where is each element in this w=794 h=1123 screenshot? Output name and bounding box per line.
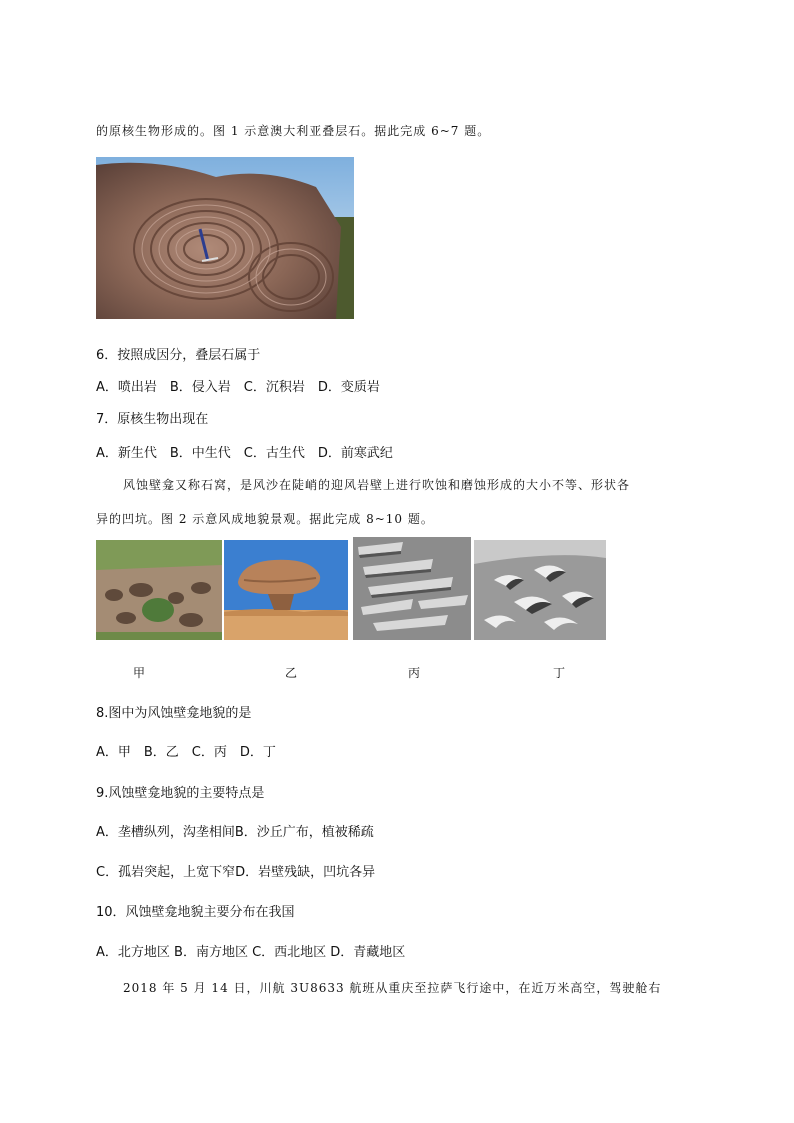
q7-options: A．新生代 B．中生代 C．古生代 D．前寒武纪: [96, 446, 393, 461]
q8-options: A．甲 B．乙 C．丙 D．丁: [96, 745, 276, 760]
passage2-line1: 风蚀壁龛又称石窝，是风沙在陡峭的迎风岩壁上进行吹蚀和磨蚀形成的大小不等、形状各: [123, 478, 631, 492]
photo-yi-mushroom-rock: [224, 540, 348, 640]
q7-stem: 7．原核生物出现在: [96, 412, 209, 427]
figure-label-jia: 甲: [133, 666, 146, 680]
q9-stem: 9.风蚀壁龛地貌的主要特点是: [96, 786, 265, 801]
photo-ding-barchan-dunes: [474, 540, 606, 640]
q9-options-cd: C．孤岩突起，上宽下窄D．岩壁残缺，凹坑各异: [96, 865, 376, 880]
q9-options-ab: A．垄槽纵列，沟垄相间B．沙丘广布，植被稀疏: [96, 825, 374, 840]
passage3-line1: 2018 年 5 月 14 日，川航 3U8633 航班从重庆至拉萨飞行途中，在近万米高空，驾驶舱右: [123, 981, 662, 995]
q6-stem: 6．按照成因分，叠层石属于: [96, 348, 261, 363]
photo-jia-wind-niches: [96, 540, 222, 640]
q8-stem: 8.图中为风蚀壁龛地貌的是: [96, 706, 252, 721]
figure-label-bing: 丙: [408, 666, 421, 680]
figure-label-yi: 乙: [285, 666, 298, 680]
stromatolite-photo: [96, 157, 354, 319]
photo-bing-yardang: [353, 537, 471, 640]
q10-stem: 10．风蚀壁龛地貌主要分布在我国: [96, 905, 295, 920]
passage2-line2: 异的凹坑。图 2 示意风成地貌景观。据此完成 8~10 题。: [96, 512, 434, 526]
passage-intro-line: 的原核生物形成的。图 1 示意澳大利亚叠层石。据此完成 6~7 题。: [96, 124, 491, 138]
figure-label-ding: 丁: [553, 666, 566, 680]
q10-options: A．北方地区 B．南方地区 C．西北地区 D．青藏地区: [96, 945, 406, 960]
q6-options: A．喷出岩 B．侵入岩 C．沉积岩 D．变质岩: [96, 380, 380, 395]
